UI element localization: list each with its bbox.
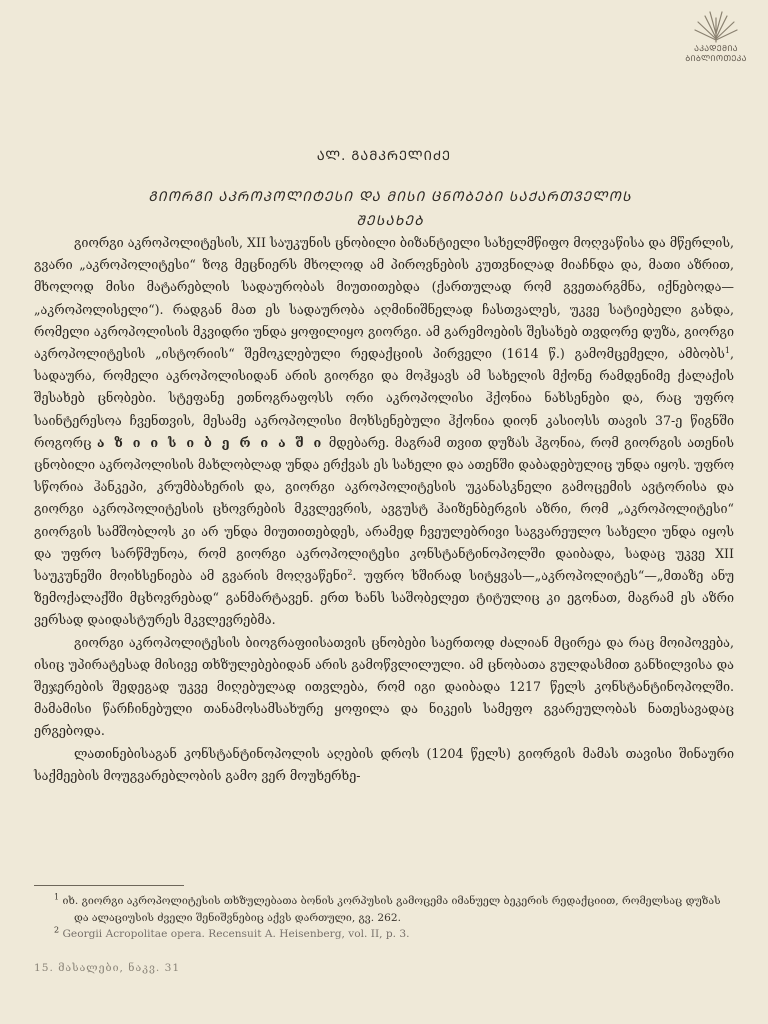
article-title: ᲒᲘᲝᲠᲒᲘ ᲐᲙᲠᲝᲞᲝᲚᲘᲢᲔᲡᲘ ᲓᲐ ᲛᲘᲡᲘ ᲪᲜᲝᲑᲔᲑᲘ ᲡᲐᲥᲐᲠᲗᲕᲔᲚᲝᲡ ᲨᲔᲡᲐᲮᲔᲑ <box>148 189 632 229</box>
footnote-divider <box>34 885 184 886</box>
footnote <box>34 893 734 926</box>
article-body <box>34 232 734 787</box>
footnote-number: 1 <box>54 892 60 902</box>
author-name: ᲐᲚ. ᲒᲐᲛᲙᲠᲔᲚᲘᲫᲔ <box>316 149 452 164</box>
paragraph <box>34 232 734 632</box>
spaced-emphasis: ა ზ ი ი ს ი ბ ე რ ი ა შ ი <box>97 434 324 450</box>
logo-text-line2: ᲑᲘᲑᲚᲘᲝᲗᲔᲙᲐ <box>685 54 747 63</box>
paragraph-text: , სადაურა, რომელი აკროპოლისიდან არის გიორგი და მოჰყავს ამ სახელის მქონე რამდენიმე ქალაქის შესახებ ცნობები. სტეფანე ეთნოგრაფოსს ორი აკროპოლისი ჰქონია ნახსენები და, რაც უფრო საინტერესოა ჩვენთვის, მესამე აკროპოლისი მოხსენებული ჰქონია დიონ კასიოსს თავის 37-ე წიგნში როგორც <box>34 346 734 450</box>
library-emblem-icon <box>693 8 739 44</box>
footnote-text: იხ. გიორგი აკროპოლიტესის თხზულებათა ბონის კორპუსის გამოცემა იმანუელ ბეკერის რედაქციით, რომელსაც დუზას და ალაციუსის ძველი შენიშვნებიც აქვს დართული, გვ. 262. <box>62 895 721 924</box>
footnote-text: Georgii Acropolitae opera. Recensuit A. Heisenberg, vol. II, p. 3. <box>62 928 410 940</box>
paragraph: ლათინებისაგან კონსტანტინოპოლის აღების დროს (1204 წელს) გიორგის მამას თავისი შინაური საქმეების მოუგვარებლობის გამო ვერ მოუხერხე- <box>34 745 734 783</box>
page-signature: 15. მასალები, ნაკვ. 31 <box>34 962 181 974</box>
footnote-ref: 2 <box>347 567 353 577</box>
footnote-number: 2 <box>54 925 60 935</box>
paragraph-text: გიორგი აკროპოლიტესის, XII საუკუნის ცნობილი ბიზანტიელი სახელმწიფო მოღვაწისა და მწერლის, გვარი „აკროპოლიტესი“ ზოგ მეცნიერს მხოლოდ ამ პიროვნების კუთვნილად მიაჩნდა და, მათი აზრით, მხოლოდ მისი მატარებლის სადაურობას მიუთითებდა (ქართულად რომ გვეთარგმნა, იქნებოდა—„აკროპოლისელი“). რადგან მათ ეს სადაურობა აღმინიშნელად ჩასთვალეს, უკვე სატიებელი გახდა, რომელი აკროპოლისის მკვიდრი უნდა ყოფილიყო გიორგი. ამ გარემოების შესახებ თვდორე დუზა, გიორგი აკროპოლიტესის „ისტორიის“ შემოკლებული რედაქციის პირველი (1614 წ.) გამომცემელი, ამბობს <box>34 235 735 362</box>
footnote <box>34 926 734 943</box>
library-logo <box>672 8 760 74</box>
footnote-ref: 1 <box>724 345 730 355</box>
paragraph-text: . უფრო ხშირად სიტყვას—„აკროპოლიტეს“—„მთაზე ანუ ზემოქალაქში მცხოვრებად“ განმარტავენ. ერთ ხანს საშობელეთ ტიტულიც კი ეგონათ, მაგრამ ეს აზრი ვერსად დაიდასტურეს მკვლევრებმა. <box>34 568 735 628</box>
paragraph: გიორგი აკროპოლიტესის ბიოგრაფიისათვის ცნობები საერთოდ ძალიან მცირეა და რაც მოიპოვება, ისიც უპირატესად მისივე თხზულებებიდან არის გამოწვლილული. ამ ცნობათა გულდასმით განხილვისა და შეჯერების შედეგად უკვე მიღებულად ითვლება, რომ იგი დაიბადა 1217 წელს კონსტანტინოპოლში. მამამისი წარჩინებული თანამოსამსახურე ყოფილა და ნიკეის სამეფო გვარეულობას ნათესავადაც ერგებოდა. <box>34 634 734 739</box>
paragraph-text: მდებარე. მაგრამ თვით დუზას ჰგონია, რომ გიორგის ათენის ცნობილი აკროპოლისის მახლობლად უნდა ერქვას ეს სახელი და ათენში დაბადებულიც უნდა იყოს. უფრო სწორია ჰანკეპი, კრუმბახერის და, გიორგი აკროპოლიტესის უკანასკნელი გამოცემის ავტორისა და გიორგი აკროპოლიტესის ცხოვრების მკვლევრის, ავგუსტ ჰაიზენბერგის აზრი, რომ „აკროპოლიტესი“ გიორგის სამშობლოს კი არ უნდა მიუთითებდეს, არამედ ჩვეულებრივი საგვარეულო სახელი უნდა იყოს და უფრო სარწმუნოა, რომ გიორგი აკროპოლიტესი კონსტანტინოპოლში დაიბადა, სადაც უკვე XII საუკუნეში მოიხსენიება ამ გვარის მოღვაწენი <box>34 434 734 584</box>
logo-text-line1: ᲐᲙᲐᲓᲔᲛᲘᲐ <box>694 44 738 53</box>
footnotes <box>34 893 734 943</box>
